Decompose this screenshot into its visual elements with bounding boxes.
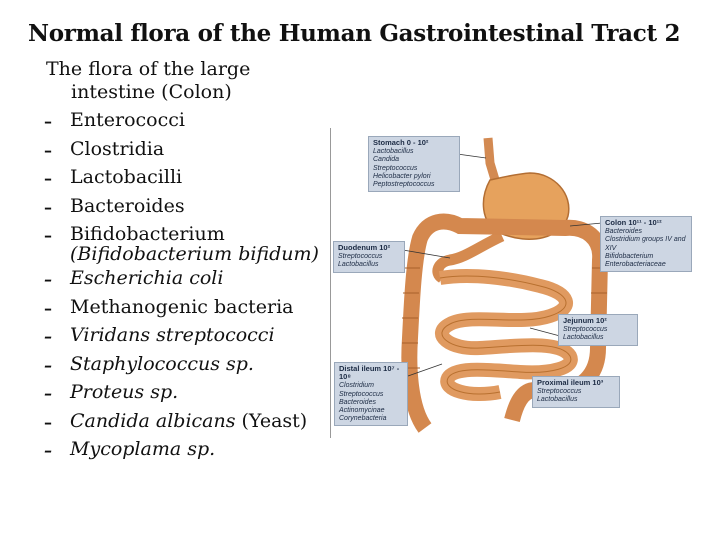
proximal-ileum-label-box	[532, 376, 620, 408]
stomach-label-box	[368, 136, 460, 192]
list-item-subtext: (Bifidobacterium bifidum)	[70, 243, 319, 265]
list-item	[44, 295, 319, 324]
distal-ileum-label-box	[334, 362, 408, 426]
list-item	[44, 266, 319, 295]
list-item	[44, 409, 319, 438]
jejunum-item: Lactobacillus	[563, 334, 604, 342]
distal-ileum-item: Corynebacteria	[339, 415, 387, 423]
bullet-dash-icon: –	[44, 412, 52, 432]
list-item-suffix: (Yeast)	[235, 409, 308, 432]
list-item-text: Proteus sp.	[70, 381, 179, 403]
colon-item: Clostridium groups IV and XIV	[605, 236, 686, 252]
bullet-dash-icon: –	[44, 270, 52, 289]
list-item-text: Enterococci	[70, 109, 185, 131]
stomach-item: Streptococcus	[373, 164, 418, 172]
list-item	[44, 165, 319, 194]
jejunum-label-box	[558, 314, 638, 346]
bullet-dash-icon: –	[44, 197, 52, 217]
proximal-ileum-header: Proximal ileum 10³	[537, 378, 604, 387]
jejunum-header: Jejunum 10²	[563, 316, 607, 325]
list-item	[44, 437, 319, 466]
list-item-text: Staphylococcus sp.	[70, 352, 254, 375]
distal-ileum-item: Actinomycinae	[339, 407, 385, 415]
duodenum-item: Lactobacillus	[338, 261, 379, 269]
subtitle-line-1: The flora of the large	[46, 58, 251, 80]
distal-ileum-item: Streptococcus	[339, 390, 384, 398]
jejunum-item: Streptococcus	[563, 326, 608, 334]
stomach-item: Peptostreptococcus	[373, 181, 435, 189]
subtitle	[46, 58, 250, 104]
page-title: Normal flora of the Human Gastrointestinal Tract 2	[28, 20, 681, 47]
bullet-dash-icon: –	[44, 327, 52, 346]
list-item-text: Lactobacilli	[70, 166, 183, 188]
distal-ileum-item: Bacteroides	[339, 398, 376, 406]
list-item	[44, 352, 319, 381]
list-item	[44, 323, 319, 352]
colon-item: Bifidobacterium	[605, 252, 654, 260]
list-item	[44, 194, 319, 223]
bullet-dash-icon: –	[44, 384, 52, 403]
colon-item: Enterobacteriaceae	[605, 261, 666, 269]
list-item	[44, 137, 319, 166]
bacteria-list	[44, 108, 319, 466]
stomach-item: Candida	[373, 156, 400, 164]
duodenum-label-box	[333, 241, 405, 273]
stomach-item: Lactobacillus	[373, 148, 414, 156]
duodenum-item: Streptococcus	[338, 253, 383, 261]
stomach-item: Helicobacter pylori	[373, 172, 431, 180]
proximal-ileum-item: Streptococcus	[537, 388, 582, 396]
distal-ileum-header: Distal ileum 10⁷ - 10⁸	[339, 364, 400, 382]
gi-tract-figure	[330, 128, 688, 438]
bullet-dash-icon: –	[44, 112, 52, 131]
bullet-dash-icon: –	[44, 441, 52, 460]
bullet-dash-icon: –	[44, 169, 52, 188]
list-item	[44, 222, 319, 266]
duodenum-header: Duodenum 10²	[338, 243, 391, 252]
colon-label-box	[600, 216, 692, 272]
list-item-text: Viridans streptococci	[70, 324, 275, 346]
colon-item: Bacteroides	[605, 228, 642, 236]
bullet-dash-icon: –	[44, 226, 52, 245]
list-item-text: Clostridia	[70, 137, 165, 160]
list-item-text: Candida albicans	[70, 409, 236, 432]
distal-ileum-item: Clostridium	[339, 382, 375, 390]
colon-header: Colon 10¹¹ - 10¹²	[605, 218, 662, 227]
list-item-text: Escherichia coli	[70, 267, 224, 289]
list-item-text: Methanogenic bacteria	[70, 295, 294, 318]
proximal-ileum-item: Lactobacillus	[537, 396, 578, 404]
list-item	[44, 380, 319, 409]
bullet-dash-icon: –	[44, 355, 52, 375]
bullet-dash-icon: –	[44, 298, 52, 318]
list-item-text: Mycoplama sp.	[70, 438, 216, 460]
subtitle-line-2: intestine (Colon)	[71, 81, 232, 103]
list-item	[44, 108, 319, 137]
bullet-dash-icon: –	[44, 140, 52, 160]
list-item-text: Bacteroides	[70, 194, 185, 217]
list-item-text: Bifidobacterium	[70, 223, 225, 245]
stomach-header: Stomach 0 - 10²	[373, 138, 429, 147]
